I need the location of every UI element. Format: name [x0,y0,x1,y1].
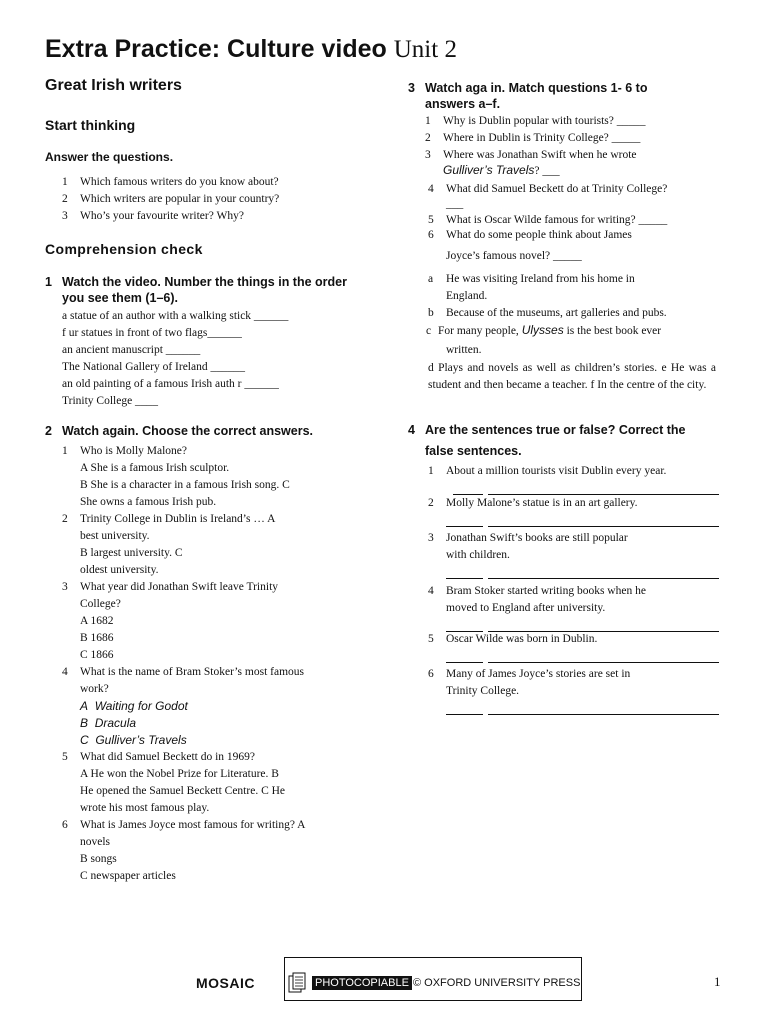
list-item: an ancient manuscript ______ [62,344,201,356]
correction-blank[interactable] [488,662,719,663]
publisher-label: © OXFORD UNIVERSITY PRESS [413,977,581,989]
exercise-3-questions [425,113,646,178]
statement-item: 6 Many of James Joyce’s stories are set in Trinity College. [428,668,631,697]
question-line: 4 What is the name of Bram Stoker’s most famous [62,666,304,678]
mosaic-logo: MOSAIC [196,975,255,991]
title-main: Extra Practice: Culture video [45,35,387,63]
exercise-3-answers-def: d Plays and novels as well as children’s stories. e He was a student and then became a teacher. f In the centre of the city. [428,362,716,391]
option-line: wrote his most famous play. [80,802,210,814]
exercise-3-questions-cont2 [428,213,667,265]
option-line: He opened the Samuel Beckett Centre. C He [80,785,286,797]
option-line: best university. [80,530,150,542]
statement-item: 2 Molly Malone’s statue is in an art gallery. [428,497,638,509]
true-false-blank[interactable] [446,526,483,527]
option-line: novels [80,836,111,848]
question-line: 5 What is Oscar Wilde famous for writing? _____ [428,214,668,226]
photocopiable-label: PHOTOCOPIABLE [312,976,412,990]
question-line: work? [80,683,109,695]
exercise-1-instruction: 1 Watch the video. Number the things in the order you see them (1–6). [45,275,347,305]
true-false-blank[interactable] [446,662,483,663]
option-line: C newspaper articles [80,870,176,882]
start-thinking-list [62,174,279,225]
exercise-2-list [62,443,306,885]
answer-line: b Because of the museums, art galleries and pubs. [428,307,667,319]
list-item: Trinity College ____ [62,395,159,407]
title-unit: Unit 2 [393,36,457,63]
exercise-3-questions-cont [428,181,667,211]
exercise-3-instruction: 3 Watch aga in. Match questions 1- 6 to answers a–f. [408,81,648,111]
statement-item: 1 About a million tourists visit Dublin every year. [428,465,667,477]
statement-item: 5 Oscar Wilde was born in Dublin. [428,633,598,645]
comprehension-heading: Comprehension check [45,241,203,257]
option-line: A 1682 [80,615,114,627]
question-line: 1 Why is Dublin popular with tourists? _____ [425,115,646,127]
true-false-blank[interactable] [446,714,483,715]
question-line: 2 Trinity College in Dublin is Ireland’s … A [62,513,276,525]
question-line: 1 Who is Molly Malone? [62,445,187,457]
option-line: B largest university. C [80,547,183,559]
option-line: B Dracula [80,716,137,730]
correction-blank[interactable] [488,578,719,579]
option-line: B She is a character in a famous Irish song. C [80,479,290,491]
option-line: B songs [80,853,117,865]
list-item: an old painting of a famous Irish auth r ______ [62,378,279,390]
question-line: Joyce’s famous novel? _____ [446,250,582,262]
list-item: f ur statues in front of two flags______ [62,327,242,339]
list-item: 1 Which famous writers do you know about? [62,176,279,188]
option-line: C 1866 [80,649,114,661]
correction-blank[interactable] [488,714,719,715]
question-line: 6 What is James Joyce most famous for writing? A [62,819,306,831]
question-line: Gulliver’s Travels? ___ [443,163,560,177]
exercise-2-instruction: 2 Watch again. Choose the correct answers. [45,424,313,438]
photocopy-icon [288,972,308,999]
option-line: C Gulliver’s Travels [80,733,187,747]
list-item: 2 Which writers are popular in your country? [62,193,280,205]
option-line: B 1686 [80,632,114,644]
question-line: 6 What do some people think about James [428,229,632,241]
list-item: a statue of an author with a walking stick ______ [62,310,289,322]
list-item: 3 Who’s your favourite writer? Why? [62,210,244,222]
exercise-4-instruction: 4 Are the sentences true or false? Correct the false sentences. [408,423,686,458]
option-line: A He won the Nobel Prize for Literature. B [80,768,279,780]
answer-line: c For many people, Ulysses is the best book ever [426,323,662,337]
option-line: oldest university. [80,564,159,576]
exercise-3-answers [428,271,667,359]
question-line: 4 What did Samuel Beckett do at Trinity College? [428,183,668,195]
page-title [45,35,457,64]
list-item: The National Gallery of Ireland ______ [62,361,245,373]
page-number: 1 [714,974,721,989]
question-line: 5 What did Samuel Beckett do in 1969? [62,751,256,763]
statement-item: 3 Jonathan Swift’s books are still popular with children. [428,532,628,561]
question-line: 3 Where was Jonathan Swift when he wrote [425,149,637,161]
option-line: She owns a famous Irish pub. [80,496,217,508]
question-line: ___ [446,198,464,210]
start-thinking-heading: Start thinking [45,117,136,133]
correction-blank[interactable] [488,526,719,527]
option-line: A Waiting for Godot [80,699,188,713]
answer-line: a He was visiting Ireland from his home in [428,273,635,285]
section-title: Great Irish writers [45,77,182,94]
question-line: 3 What year did Jonathan Swift leave Trinity [62,581,279,593]
exercise-1-list [62,308,288,410]
answer-line: England. [446,290,488,302]
question-line: College? [80,598,121,610]
option-line: A She is a famous Irish sculptor. [80,462,230,474]
question-line: 2 Where in Dublin is Trinity College? _____ [425,132,641,144]
true-false-blank[interactable] [446,578,483,579]
statement-item: 4 Bram Stoker started writing books when he moved to England after university. [428,585,646,614]
answer-line: written. [446,344,482,356]
answer-questions-instruction: Answer the questions. [45,150,174,164]
